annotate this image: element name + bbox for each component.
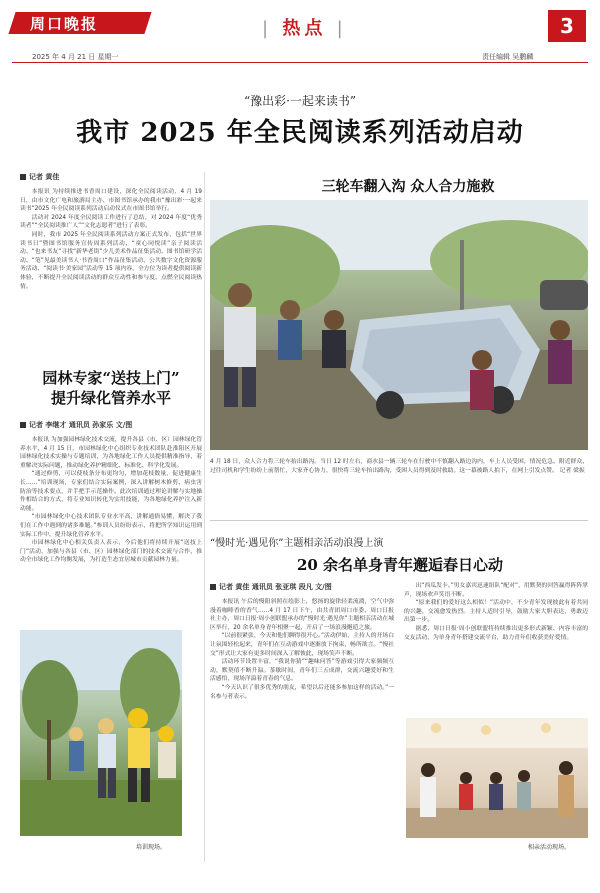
header-rule — [12, 62, 588, 63]
paragraph: 活动对 2024 年度全民阅读工作进行了总结，对 2024 年度“优秀读者”“全民阅读推广人”“文化志愿者”进行了表彰。 — [20, 214, 202, 230]
romance-body-right — [404, 582, 588, 712]
tricycle-caption — [210, 458, 588, 475]
romance-article-right — [404, 582, 588, 712]
paragraph: “今天认识了很多优秀的朋友，希望以后还能多参加这样的活动。”一名参与者表示。 — [210, 684, 394, 700]
romance-photo-caption: 相亲活动现场。 — [528, 844, 571, 851]
romance-headline: 20 余名单身青年邂逅春日心动 — [296, 556, 504, 574]
story-divider — [210, 520, 588, 521]
column-divider — [204, 172, 205, 862]
romance-kicker: “慢时光·遇见你”主题相亲活动浪漫上演 — [210, 538, 384, 549]
greening-article — [20, 420, 202, 626]
section-separator: | — [262, 18, 273, 39]
responsible-editor: 责任编辑 吴鹏麟 — [482, 53, 534, 61]
greening-headline-line1: 园林专家“送技上门” — [42, 369, 180, 387]
issue-date: 2025 年 4 月 21 日 星期一 — [32, 53, 119, 61]
paragraph: “通过修剪，可以使枝条分布更均匀，增加花枝数量，促进健康生长……”培训现场，专家们结合实际案例，深入讲解树木修剪、病虫害防治等技术要点，并手把手示范操作。此次培训通过理论讲解与实地操作相结合的方式，将专业知识转化为实用技能，为各地绿化养护注入新动能。 — [20, 471, 202, 512]
romance-article-left — [210, 582, 394, 868]
masthead-title: 周口晚报 — [30, 15, 99, 33]
paragraph: “市园林绿化中心技术团队专业水平高，讲解通俗易懂，解决了我们在工作中遇到的诸多难题。”参训人员纷纷表示，将把所学知识运用到实际工作中，提升绿化管养水平。 — [20, 514, 202, 538]
lead-headline: 我市 2025 年全民阅读系列活动启动 — [76, 118, 524, 148]
paragraph: “原来我们的爱好这么相似！”活动中，不少青年发现彼此有着共同的兴趣，交流愈发热烈。主持人适时引导，鼓励大家大胆表达，勇敢迈出第一步。 — [404, 600, 588, 624]
tricycle-caption-text: 4 月 18 日，众人合力将三轮车抬出路沟。当日 12 时左右，商水县一辆三轮车在行驶中不慎翻入路边沟内，车上人员受困，情况危急。附近群众、过往司机和学生纷纷上前帮忙，大家齐心协力，很快将三轮车抬出路沟，受困人员得到及时救助。这一幕被路人拍下，在网上引发点赞。 — [210, 459, 588, 474]
training-scene-illustration — [20, 630, 182, 836]
romance-photo — [406, 718, 588, 838]
section-name: 热点 — [282, 18, 327, 39]
paragraph: 同时，我市 2025 年全民阅读系列活动方案正式发布，包括“世界读书日”暨图书馆服务宣传周系列活动、“童心同悦读”亲子阅读活动、“也来书友”寻找“新华老街”少儿美术作品征集活动、图书馆研学活动、“笔”见最美读书人·书香周口“作品征集活动、公共数字文化资源服务活动、“阅读书·美家园”活动等 15 项内容，全方位为读者提供阅读新体验，不断提升全民阅读活动的群众互动性和参与度，点燃全民阅读热情。 — [20, 231, 202, 290]
lead-byline: 记者 黄佳 — [20, 172, 202, 182]
page-number: 3 — [548, 10, 586, 42]
tricycle-credit: 记者 梁振 — [559, 467, 585, 474]
party-scene-illustration — [406, 718, 588, 838]
masthead-logo — [12, 8, 148, 40]
greening-body — [20, 436, 202, 626]
tricycle-headline: 三轮车翻入沟 众人合力施救 — [321, 179, 495, 195]
romance-body-left — [210, 598, 394, 868]
paragraph: 市园林绿化中心相关负责人表示，今后他们将持续开展“送技上门”活动，加强与各县（市、区）园林绿化部门的技术交流与合作，推动全市绿化工作均衡发展，为打造生态宜居城市贡献园林力量。 — [20, 540, 202, 564]
greening-photo — [20, 630, 182, 836]
greening-byline: 记者 李继才 通讯员 孙家乐 文/图 — [20, 420, 202, 430]
paragraph: 活动环节设置丰富，“我说你猜”“趣味问答”等游戏引得大家频频互动，默契值不断升温。茶歇时间，青年们三五成群，交流兴趣爱好和生活感悟，现场洋溢着青春的气息。 — [210, 659, 394, 683]
lead-article — [20, 172, 202, 291]
paragraph: 出“西瓜发卡。”男女嘉宾迅速组队“配对”，用默契的回答赢得阵阵掌声，现场欢声笑语不断。 — [404, 583, 588, 598]
lead-body — [20, 188, 202, 291]
greening-photo-caption: 培训现场。 — [136, 844, 167, 851]
romance-byline: 记者 黄佳 通讯员 张亚琪 段凡 文/图 — [210, 582, 394, 592]
lead-kicker: “豫出彩·一起来读书” — [243, 94, 357, 108]
tricycle-photo — [210, 200, 588, 450]
greening-headline-line2: 提升绿化管养水平 — [50, 389, 171, 407]
rescue-scene-illustration — [210, 200, 588, 450]
section-separator: | — [336, 18, 347, 39]
section-tag — [262, 14, 347, 40]
paragraph: 本报讯 午后的慢阳斜照在绘影上，悠扬的旋律轻柔流淌，空气中弥漫着咖啡香的香气……4 月 17 日下午，由共青团周口市委、周口日报社主办，周口日报·周小创联盟承办的“慢时光·遇见你”主题相亲活动在城区举行，20 余名单身青年相聚一起，开启了一场浪漫邂逅之旅。 — [210, 599, 394, 631]
greening-headline — [20, 368, 202, 408]
paragraph: 本报讯 为加强园林绿化技术交流，提升各县（市、区）园林绿化管养水平，4 月 15 日，市园林绿化中心组织专业技术团队赴淮阳区开展园林绿化技术实操与专题培训，为各地绿化工作人员提供精准指导，着重解决实际问题，推动绿化养护精细化、标准化、科学化发展。 — [20, 437, 202, 469]
paragraph: 本报讯 为持续推进书香周口建设，深化全民阅读活动，4 月 19 日，由市文化广电和旅游局主办、市图书馆承办的我市“豫出彩·一起来读书”2025 年全民阅读系列活动启动仪式在市图书馆举行。 — [20, 189, 202, 213]
paragraph: 据悉，周口日报·周小创联盟将持续推出更多形式新颖、内容丰富的交友活动，为单身青年搭建交流平台，助力青年们收获美好爱情。 — [404, 625, 588, 641]
paragraph: “以前很紧张，今天和他们聊得很开心。”活动伊始，主持人的开场白让氛围轻松起来，青年们在互动游戏中逐渐放下拘束，畅所欲言。“慢社交”形式让大家有更多时间深入了解彼此，现场笑声不断。 — [210, 633, 394, 657]
